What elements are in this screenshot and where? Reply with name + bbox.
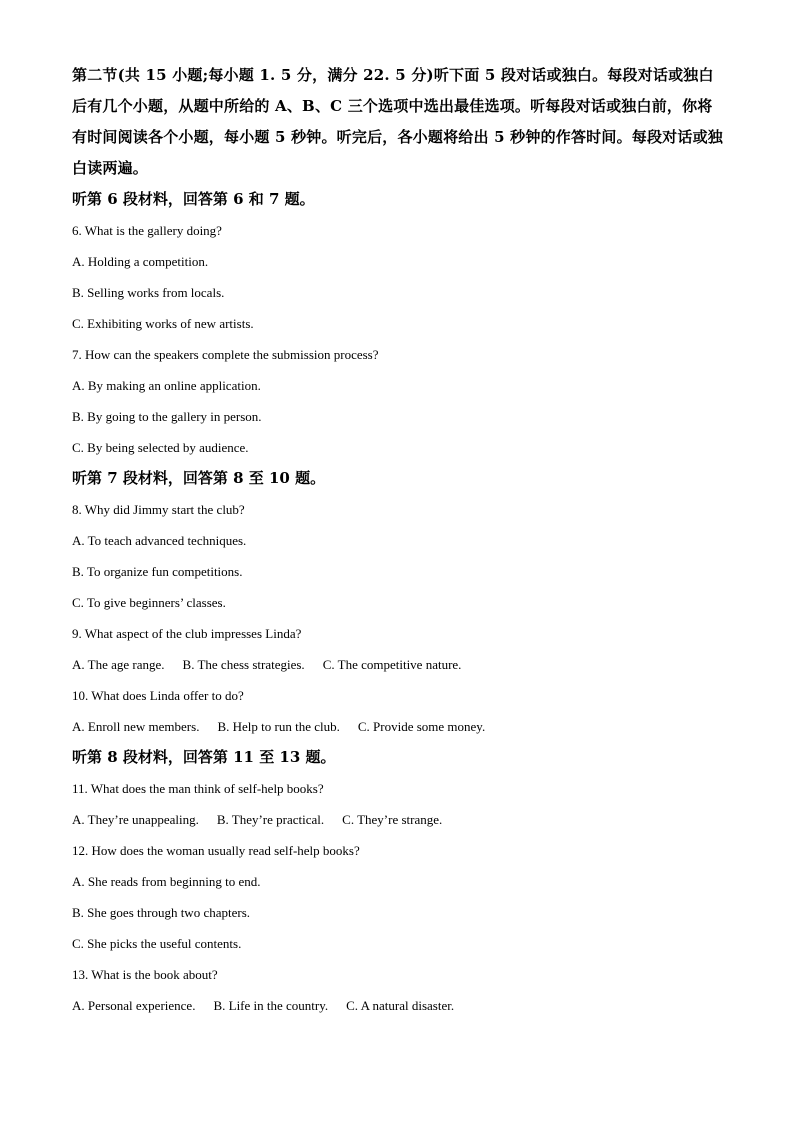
question-stem: 10. What does Linda offer to do? [72, 688, 244, 703]
section-heading: 听第 8 段材料，回答第 11 至 13 题。 [72, 748, 336, 766]
exam-page [72, 60, 726, 1021]
option-row [72, 804, 726, 835]
answer-option: B. By going to the gallery in person. [72, 409, 262, 424]
question-stem: 12. How does the woman usually read self-help books? [72, 843, 360, 858]
answer-option: A. Holding a competition. [72, 254, 209, 269]
question-stem: 9. What aspect of the club impresses Linda? [72, 626, 302, 641]
answer-option: C. Exhibiting works of new artists. [72, 316, 254, 331]
answer-option: C. To give beginners’ classes. [72, 595, 226, 610]
answer-option: A. She reads from beginning to end. [72, 874, 261, 889]
question-stem: 7. How can the speakers complete the submission process? [72, 347, 379, 362]
answer-option: C. She picks the useful contents. [72, 936, 242, 951]
answer-option: C. They’re strange. [342, 812, 443, 827]
section-heading: 听第 7 段材料，回答第 8 至 10 题。 [72, 469, 326, 487]
answer-option: A. They’re unappealing. [72, 812, 199, 827]
listening-sections [72, 184, 726, 1021]
answer-option: C. The competitive nature. [322, 657, 462, 672]
question-stem: 13. What is the book about? [72, 967, 218, 982]
answer-option: A. By making an online application. [72, 378, 261, 393]
answer-option: B. To organize fun competitions. [72, 564, 243, 579]
section-heading: 听第 6 段材料，回答第 6 和 7 题。 [72, 190, 315, 208]
answer-option: A. Enroll new members. [72, 719, 200, 734]
option-row [72, 649, 726, 680]
answer-option: C. A natural disaster. [346, 998, 455, 1013]
answer-option: B. The chess strategies. [182, 657, 305, 672]
answer-option: A. To teach advanced techniques. [72, 533, 247, 548]
answer-option: B. Selling works from locals. [72, 285, 225, 300]
section-instructions: 第二节(共 15 小题;每小题 1. 5 分，满分 22. 5 分)听下面 5 段对话或独白。每段对话或独白后有几个小题，从题中所给的 A、B、C 三个选项中选出最佳选项。听每段对话或独白前，你将有时间阅读各个小题，每小题 5 秒钟。听完后，各小题将给出 5 秒钟的作答时间。每段对话或独白读两遍。 [72, 66, 723, 177]
answer-option: B. Life in the country. [213, 998, 329, 1013]
answer-option: B. She goes through two chapters. [72, 905, 251, 920]
question-stem: 8. Why did Jimmy start the club? [72, 502, 245, 517]
question-stem: 6. What is the gallery doing? [72, 223, 222, 238]
question-stem: 11. What does the man think of self-help books? [72, 781, 324, 796]
option-row [72, 711, 726, 742]
answer-option: C. By being selected by audience. [72, 440, 249, 455]
answer-option: A. Personal experience. [72, 998, 196, 1013]
answer-option: C. Provide some money. [357, 719, 486, 734]
answer-option: B. They’re practical. [216, 812, 325, 827]
answer-option: B. Help to run the club. [217, 719, 340, 734]
option-row [72, 990, 726, 1021]
answer-option: A. The age range. [72, 657, 165, 672]
